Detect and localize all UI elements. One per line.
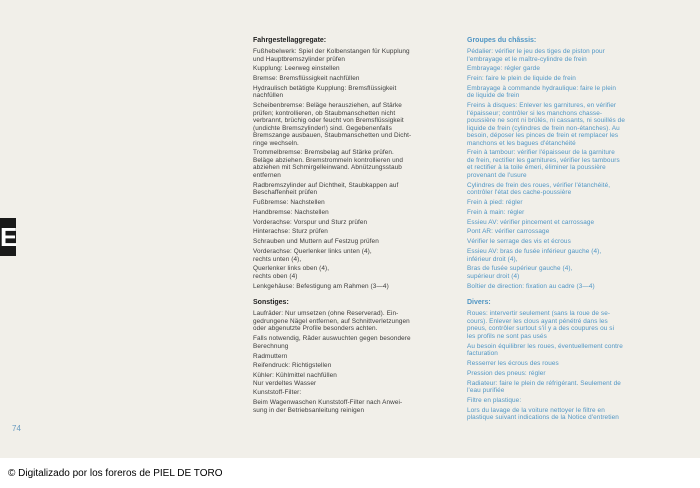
list-item: Handbremse: Nachstellen <box>253 208 329 216</box>
page-number: 74 <box>12 424 21 433</box>
list-item: Cylindres de frein des roues, vérifier l'étanchéité, contrôler l'état des cache-poussière <box>467 181 611 197</box>
list-item: Radbremszylinder auf Dichtheit, Staubkappen auf Beschaffenheit prüfen <box>253 181 399 197</box>
list-item: Frein: faire le plein de liquide de frein <box>467 75 576 83</box>
list-item: Frein à main: régler <box>467 208 525 216</box>
list-item: Bremse: Bremsflüssigkeit nachfüllen <box>253 75 360 83</box>
list-item: Laufräder: Nur umsetzen (ohne Reserverad). Ein- gedrungene Nägel entfernen, auf Schnittverletzungen oder abgenutzte Profile besonders achten. <box>253 310 410 333</box>
scan-credit: © Digitalizado por los foreros de PIEL DE TORO <box>8 468 223 479</box>
list-item: Pont AR: vérifier carrossage <box>467 228 550 236</box>
list-item: Fußhebelwerk: Spiel der Kolbenstangen für Kupplung und Hauptbremszylinder prüfen <box>253 48 410 63</box>
list-item: Lenkgehäuse: Befestigung am Rahmen (3—4) <box>253 282 389 290</box>
french-column <box>467 36 689 458</box>
list-item: Frein à tambour: vérifier l'épaisseur de la garniture de frein, rectifier les garnitures, vérifier les tambours et rectifier à la toile émeri, éliminer la poussière provenant de l'usure <box>467 149 620 179</box>
section-heading-chassis-de: Fahrgestellaggregate: <box>253 37 327 44</box>
list-item: Au besoin équilibrer les roues, éventuellement contre facturation <box>467 342 623 358</box>
section-heading-chassis-fr: Groupes du châssis: <box>467 37 537 44</box>
list-item: Bras de fusée supérieur gauche (4), supérieur droit (4) <box>467 265 573 280</box>
list-item: Kunststoff-Filter: <box>253 389 302 397</box>
list-item: Freins à disques: Enlever les garnitures, en vérifier l'épaisseur; contrôler si les manchons chasse- poussière ne sont ni brûlés, ni cassants, ni souillés de liquide de frein (cylindres de frein non-étanches). Au besoin, déposer les pinces de frein et remplacer les manchons et les bagues d'étanchéité <box>467 102 625 147</box>
list-item: Kühler: Kühlmittel nachfüllen Nur verdeltes Wasser <box>253 372 337 387</box>
list-item: Querlenker links oben (4), rechts oben (4) <box>253 265 330 280</box>
list-item: Filtre en plastique: <box>467 396 522 404</box>
section-tab-letter: E <box>0 222 18 252</box>
list-item: Embrayage: régler garde <box>467 65 540 73</box>
list-item: Boîtier de direction: fixation au cadre (3—4) <box>467 282 595 290</box>
list-item: Essieu AV: bras de fusée inférieur gauche (4), inférieur droit (4), <box>467 248 602 263</box>
list-item: Beim Wagenwaschen Kunststoff-Filter nach Anwei- sung in der Betriebsanleitung reinigen <box>253 399 403 414</box>
list-item: Vorderachse: Vorspur und Sturz prüfen <box>253 218 368 226</box>
section-heading-misc-fr: Divers: <box>467 299 491 307</box>
list-item: Resserrer les écrous des roues <box>467 360 559 368</box>
list-item: Vorderachse: Querlenker links unten (4), rechts unten (4), <box>253 248 372 263</box>
list-item: Falls notwendig, Räder auswuchten gegen besondere Berechnung <box>253 335 411 350</box>
list-item: Scheibenbremse: Beläge herausziehen, auf Stärke prüfen; kontrollieren, ob Staubmanschetten nicht verbrannt, brüchig oder feucht von Bremsflüssigkeit (undichte Bremszylinder!) sind. Gegebenenfalls Bremszange ausbauen, Staubmanschetten und Dicht- ringe wechseln. <box>253 102 412 147</box>
section-heading-misc-de: Sonstiges: <box>253 299 289 307</box>
list-item: Kupplung: Leerweg einstellen <box>253 65 340 73</box>
list-item: Schrauben und Muttern auf Festzug prüfen <box>253 238 379 246</box>
list-item: Trommelbremse: Bremsbelag auf Stärke prüfen. Beläge abziehen. Bremstrommeln kontrollieren und abziehen mit Schmirgelleinwand. Abnützungsstaub entfernen <box>253 149 404 179</box>
list-item: Hinterachse: Sturz prüfen <box>253 228 328 236</box>
list-item: Hydraulisch betätigte Kupplung: Bremsflüssigkeit nachfüllen <box>253 84 397 100</box>
list-item: Reifendruck: Richtigstellen <box>253 362 332 370</box>
list-item: Roues: intervertir seulement (sans la roue de se- cours). Enlever les clous ayant pénétré dans les pneus, contrôler surtout s'il y a des coupures ou si les profils ne sont pas usés <box>467 310 615 340</box>
list-item: Pression des pneus: régler <box>467 369 546 377</box>
list-item: Fußbremse: Nachstellen <box>253 199 325 207</box>
list-item: Embrayage à commande hydraulique: faire le plein de liquide de frein <box>467 84 617 100</box>
list-item: Vérifier le serrage des vis et écrous <box>467 238 571 246</box>
list-item: Radmuttern <box>253 352 288 360</box>
list-item: Essieu AV: vérifier pincement et carrossage <box>467 218 595 226</box>
list-item: Lors du lavage de la voiture nettoyer le filtre en plastique suivant indications de la Notice d'entretien <box>467 406 619 422</box>
list-item: Radiateur: faire le plein de réfrigérant. Seulement de l'eau purifiée <box>467 379 621 395</box>
list-item: Frein à pied: régler <box>467 199 523 207</box>
german-column <box>253 36 453 458</box>
list-item: Pédalier: vérifier le jeu des tiges de piston pour l'embrayage et le maître-cylindre de frein <box>467 48 605 63</box>
